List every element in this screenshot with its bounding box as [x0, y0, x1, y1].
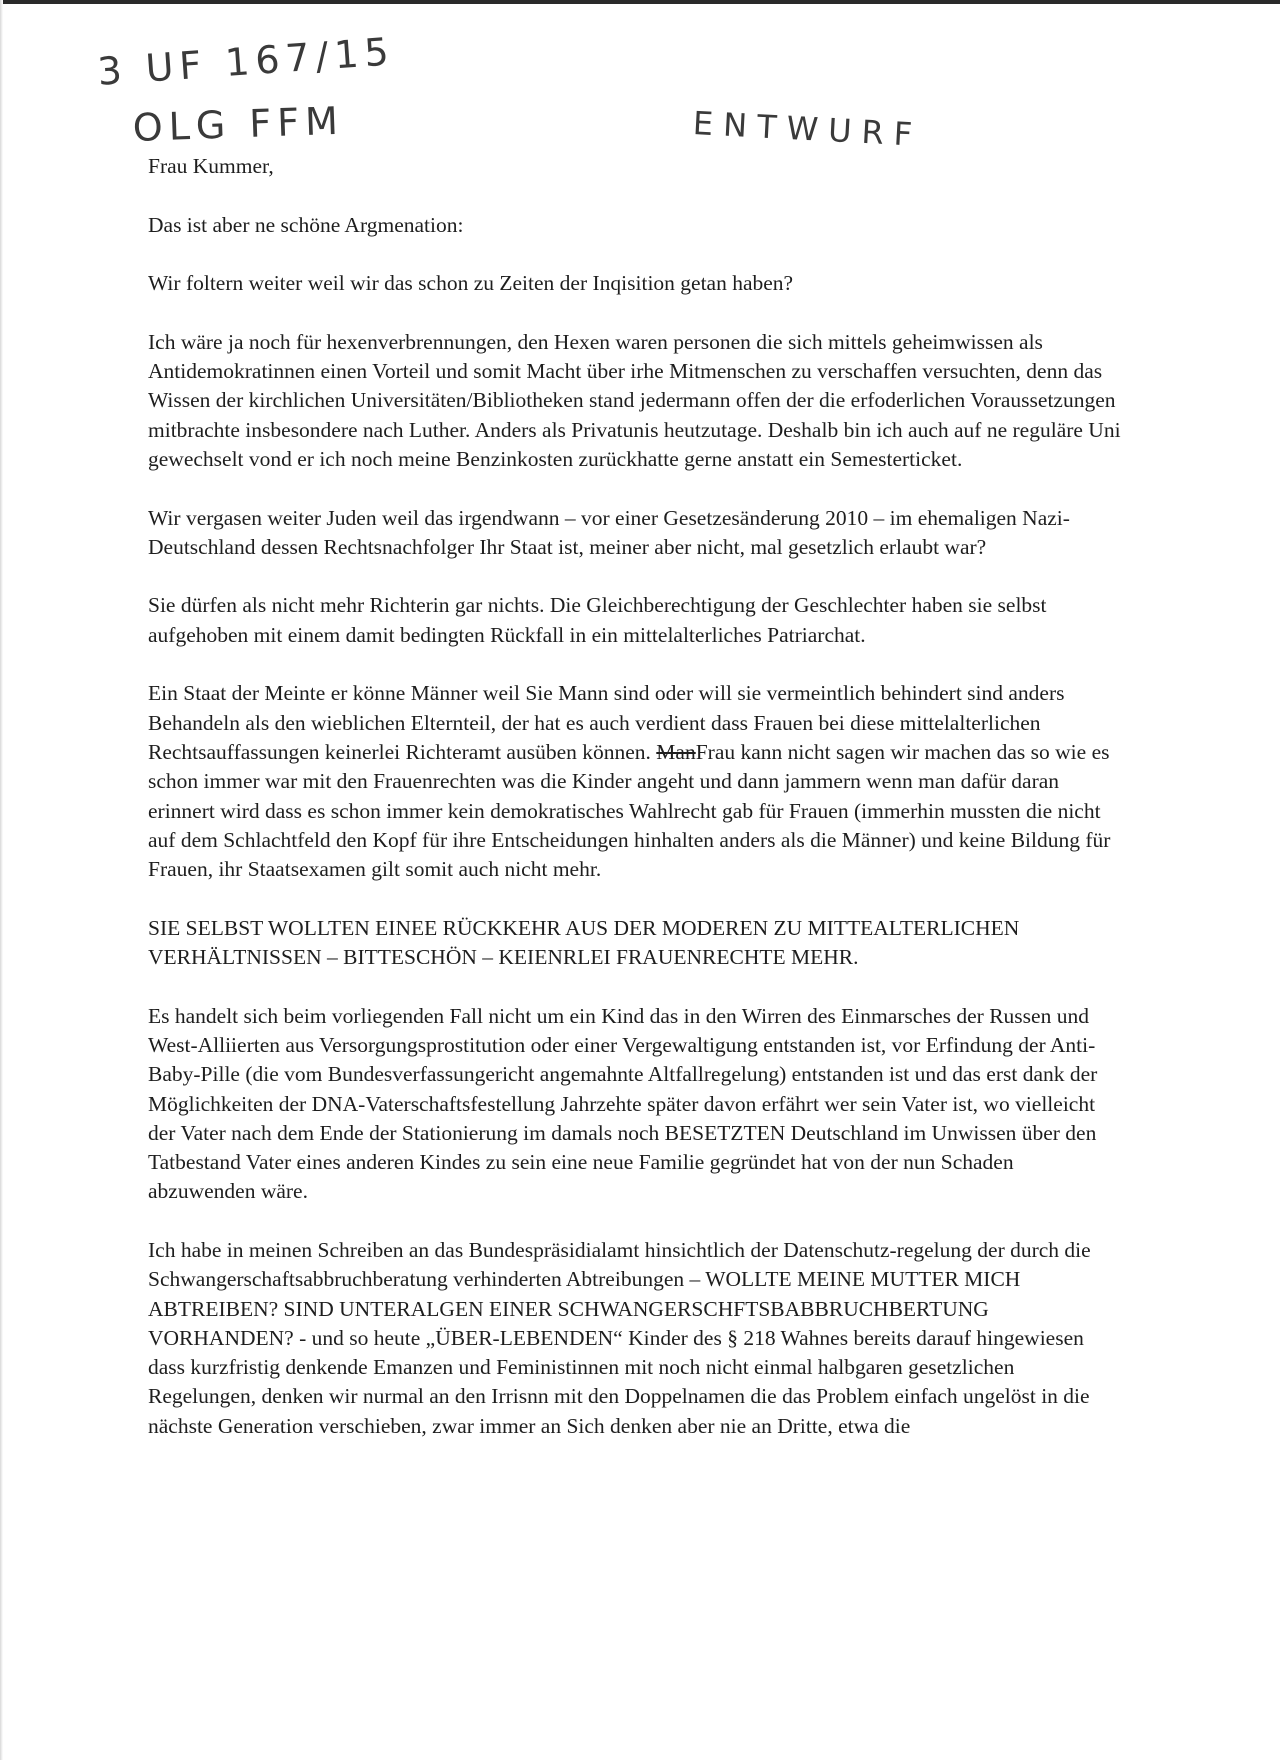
paragraph-6-end: Frau kann nicht sagen wir machen das so wie es schon immer war mit den Frauenrechten was die Kinder angeht und dann jammern wenn man dafür daran erinnert wird dass es schon immer kein demokratisches Wahlrecht gab für Frauen (immerhin mussten die nicht auf dem Schlachtfeld den Kopf für ihre Entscheidungen hinhalten anders als die Männer) und keine Bildung für Frauen, ihr Staatsexamen gilt somit auch nicht mehr. [148, 739, 1111, 882]
scan-left-edge [0, 0, 3, 1760]
paragraph-1: Das ist aber ne schöne Argmenation: [148, 212, 464, 237]
paragraph-2: Wir foltern weiter weil wir das schon zu Zeiten der Inqisition getan haben? [148, 271, 794, 296]
paragraph-8: Es handelt sich beim vorliegenden Fall nicht um ein Kind das in den Wirren des Einmarsches der Russen und West-Alliierten aus Versorgungsprostitution oder einer Vergewaltigung entstanden ist, vor Erfindung der Anti-Baby-Pille (die vom Bundesverfassungericht angemahnte Altfallregelung) entstanden ist und das erst dank der Möglichkeiten der DNA-Vaterschaftsfestellung Jahrzehte später davon erfährt wer sein Vater ist, wo vielleicht der Vater nach dem Ende der Stationierung im damals noch BESETZTEN Deutschland im Unwissen über den Tatbestand Vater eines anderen Kindes zu sein eine neue Familie gegründet hat von der nun Schaden abzuwenden wäre. [148, 1003, 1098, 1204]
paragraph-6-start: Ein Staat der Meinte er könne Männer weil Sie Mann sind oder will sie vermeintlich behindert sind anders Behandeln als den wieblichen Elternteil, der hat es auch verdient dass Frauen bei diese mittelalterlichen Rechtsauffassungen keinerlei Richteramt ausüben können. [148, 681, 1065, 764]
paragraph-6 [148, 679, 1123, 884]
paragraph-5: Sie dürfen als nicht mehr Richterin gar nichts. Die Gleichberechtigung der Geschlechter haben sie selbst aufgehoben mit einem damit bedingten Rückfall in ein mittelalterliches Patriarchat. [148, 593, 1047, 647]
salutation: Frau Kummer, [148, 154, 274, 178]
handwritten-case-reference: 3 UF 167/15 [96, 29, 397, 94]
paragraph-7-uppercase: SIE SELBST WOLLTEN EINEE RÜCKKEHR AUS DER MODEREN ZU MITTEALTERLICHEN VERHÄLTNISSEN – BITTESCHÖN – KEIENRLEI FRAUENRECHTE MEHR. [148, 915, 1020, 970]
letter-body [148, 152, 1123, 1470]
handwritten-draft-mark: ENTWURF [692, 104, 924, 154]
paragraph-9: Ich habe in meinen Schreiben an das Bundespräsidialamt hinsichtlich der Datenschutz-regelung der durch die Schwangerschaftsabbruchberatung verhinderten Abtreibungen – WOLLTE MEINE MUTTER MICH ABTREIBEN? SIND UNTERALGEN EINER SCHWANGERSCHFTSBABBRUCHBERTUNG VORHANDEN? - und so heute „ÜBER-LEBENDEN“ Kinder des § 218 Wahnes bereits darauf hingewiesen dass kurzfristig denkende Emanzen und Feministinnen mit noch nicht einmal halbgaren gesetzlichen Regelungen, denken wir nurmal an den Irrisnn mit den Doppelnamen die das Problem einfach ungelöst in die nächste Generation verschieben, zwar immer an Sich denken aber nie an Dritte, etwa die [148, 1237, 1091, 1438]
paragraph-4: Wir vergasen weiter Juden weil das irgendwann – vor einer Gesetzesänderung 2010 – im ehemaligen Nazi-Deutschland dessen Rechtsnachfolger Ihr Staat ist, meiner aber nicht, mal gesetzlich erlaubt war? [148, 505, 1070, 559]
handwritten-court-name: OLG FFM [132, 98, 345, 150]
struck-word: Man [656, 739, 696, 764]
scan-top-edge [0, 0, 1280, 4]
paragraph-3: Ich wäre ja noch für hexenverbrennungen, den Hexen waren personen die sich mittels geheimwissen als Antidemokratinnen einen Vorteil und somit Macht über irhe Mitmenschen zu verschaffen versuchten, denn das Wissen der kirchlichen Universitäten/Bibliotheken stand jedermann offen der die erfoderlichen Voraussetzungen mitbrachte insbesondere nach Luther. Anders als Privatunis heutzutage. Deshalb bin ich auch auf ne reguläre Uni gewechselt vond er ich noch meine Benzinkosten zurückhatte gerne anstatt ein Semesterticket. [148, 329, 1121, 471]
